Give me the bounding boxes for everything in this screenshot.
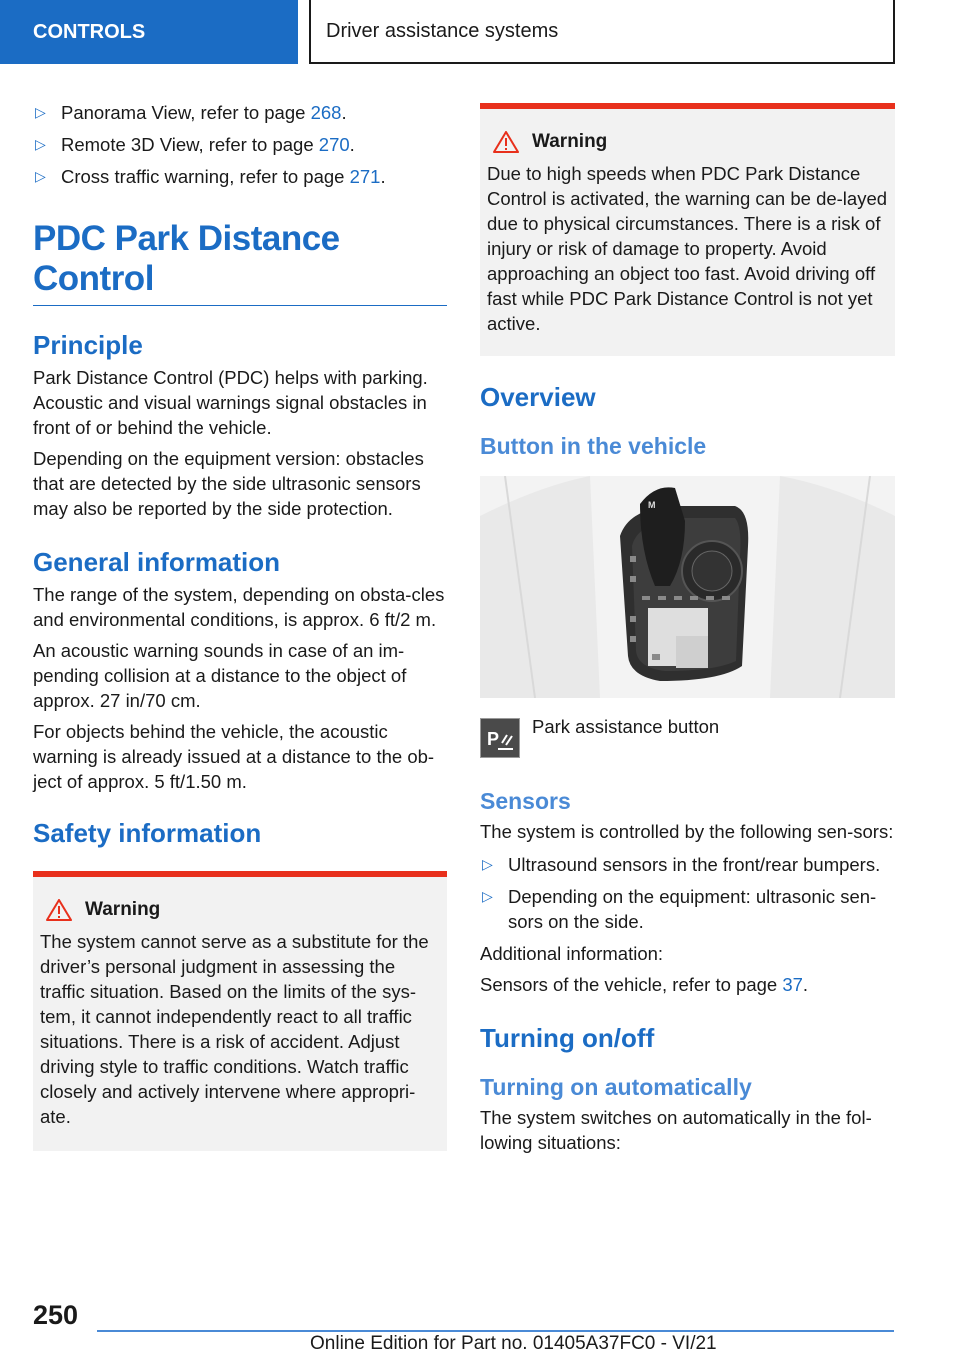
edition-text: Online Edition for Part no. 01405A37FC0 - VI/21 [310,1333,717,1354]
center-console-image [480,476,895,698]
svg-text:P: P [487,729,500,749]
auto-on-paragraph: The system switches on automatically in the fol‐lowing situations: [480,1107,872,1153]
bullet-triangle-icon: ▷ [482,856,493,872]
list-item: ▷ Cross traffic warning, refer to page 271. [35,166,386,187]
bullet-triangle-icon: ▷ [35,136,46,152]
svg-text:M: M [648,500,656,510]
button-heading: Button in the vehicle [480,433,707,459]
sensors-list [480,852,895,934]
legend-caption: Park assistance button [532,716,720,737]
page-link[interactable]: 271 [349,166,381,187]
list-item: ▷ Depending on the equipment: ultrasonic sen‐sors on the side. [482,886,877,932]
warning-triangle-icon [46,899,72,921]
list-item: ▷ Ultrasound sensors in the front/rear bumpers. [482,854,881,875]
page-number: 250 [33,1300,79,1330]
footer-rule [97,1330,894,1332]
sensors-paragraph: The system is controlled by the following sen‐sors: [480,821,894,842]
park-assist-icon [480,718,520,758]
warning-label: Warning [85,899,161,920]
sensors-reference: Sensors of the vehicle, refer to page 37. [480,974,809,995]
bullet-triangle-icon: ▷ [35,104,46,120]
list-item: ▷ Panorama View, refer to page 268. [35,102,347,123]
warning-header [40,899,440,921]
right-column [480,103,895,1155]
sensors-heading: Sensors [480,788,571,814]
page-link[interactable]: 268 [310,102,342,123]
auto-on-heading: Turning on automatically [480,1074,752,1100]
warning-text: The system cannot serve as a substitute for the driver’s personal judgment in assessing the traffic situation. Based on the limits of the sys‐tem, it cannot independently react to all traffic situations. There is a risk of accident. Adjust driving style to traffic conditions. Watch traffic closely and actively intervene where appropri‐ate. [40,931,429,1127]
chapter-title: Driver assistance systems [326,19,559,42]
principle-paragraph: Depending on the equipment version: obstacles that are detected by the side ultrasonic sensors may also be reported by the side protection. [33,448,424,519]
warning-box [480,103,895,356]
center-console-illustration [480,476,895,698]
page-link[interactable]: 37 [782,974,803,995]
section-title: CONTROLS [33,20,146,43]
bullet-triangle-icon: ▷ [35,168,46,184]
left-column [33,100,447,1151]
page-title: PDC Park Distance Control [33,219,447,306]
warning-triangle-icon [493,131,519,153]
warning-label: Warning [532,131,608,152]
principle-paragraph: Park Distance Control (PDC) helps with parking. Acoustic and visual warnings signal obstacles in front of or behind the vehicle. [33,367,428,438]
page-link[interactable]: 270 [318,134,350,155]
principle-heading: Principle [33,330,143,360]
warning-box [33,871,447,1151]
bullet-triangle-icon: ▷ [482,888,493,904]
figure-legend [480,718,895,758]
overview-heading: Overview [480,382,596,412]
warning-text: Due to high speeds when PDC Park Distance Control is activated, the warning can be de‐layed due to physical circumstances. There is a risk of injury or risk of damage to property. Avoid approaching an object too fast. Avoid driving off fast while PDC Park Distance Control is not yet active. [487,163,888,334]
list-item: ▷ Remote 3D View, refer to page 270. [35,134,355,155]
cross-reference-list [33,100,447,189]
safety-heading: Safety information [33,818,262,848]
chapter-header [311,0,895,64]
warning-header [487,131,888,153]
general-info-paragraph: For objects behind the vehicle, the acoustic warning is already issued at a distance to the ob‐ject of approx. 5 ft/1.50 m. [33,721,435,792]
turning-heading: Turning on/off [480,1023,655,1053]
section-tab [0,0,298,64]
general-info-paragraph: The range of the system, depending on obsta‐cles and environmental conditions, is approx. 6 ft/2 m. [33,584,445,630]
additional-info-label: Additional information: [480,943,664,964]
general-info-heading: General information [33,547,281,577]
general-info-paragraph: An acoustic warning sounds in case of an im‐pending collision at a distance to the object of approx. 27 in/70 cm. [33,640,407,711]
